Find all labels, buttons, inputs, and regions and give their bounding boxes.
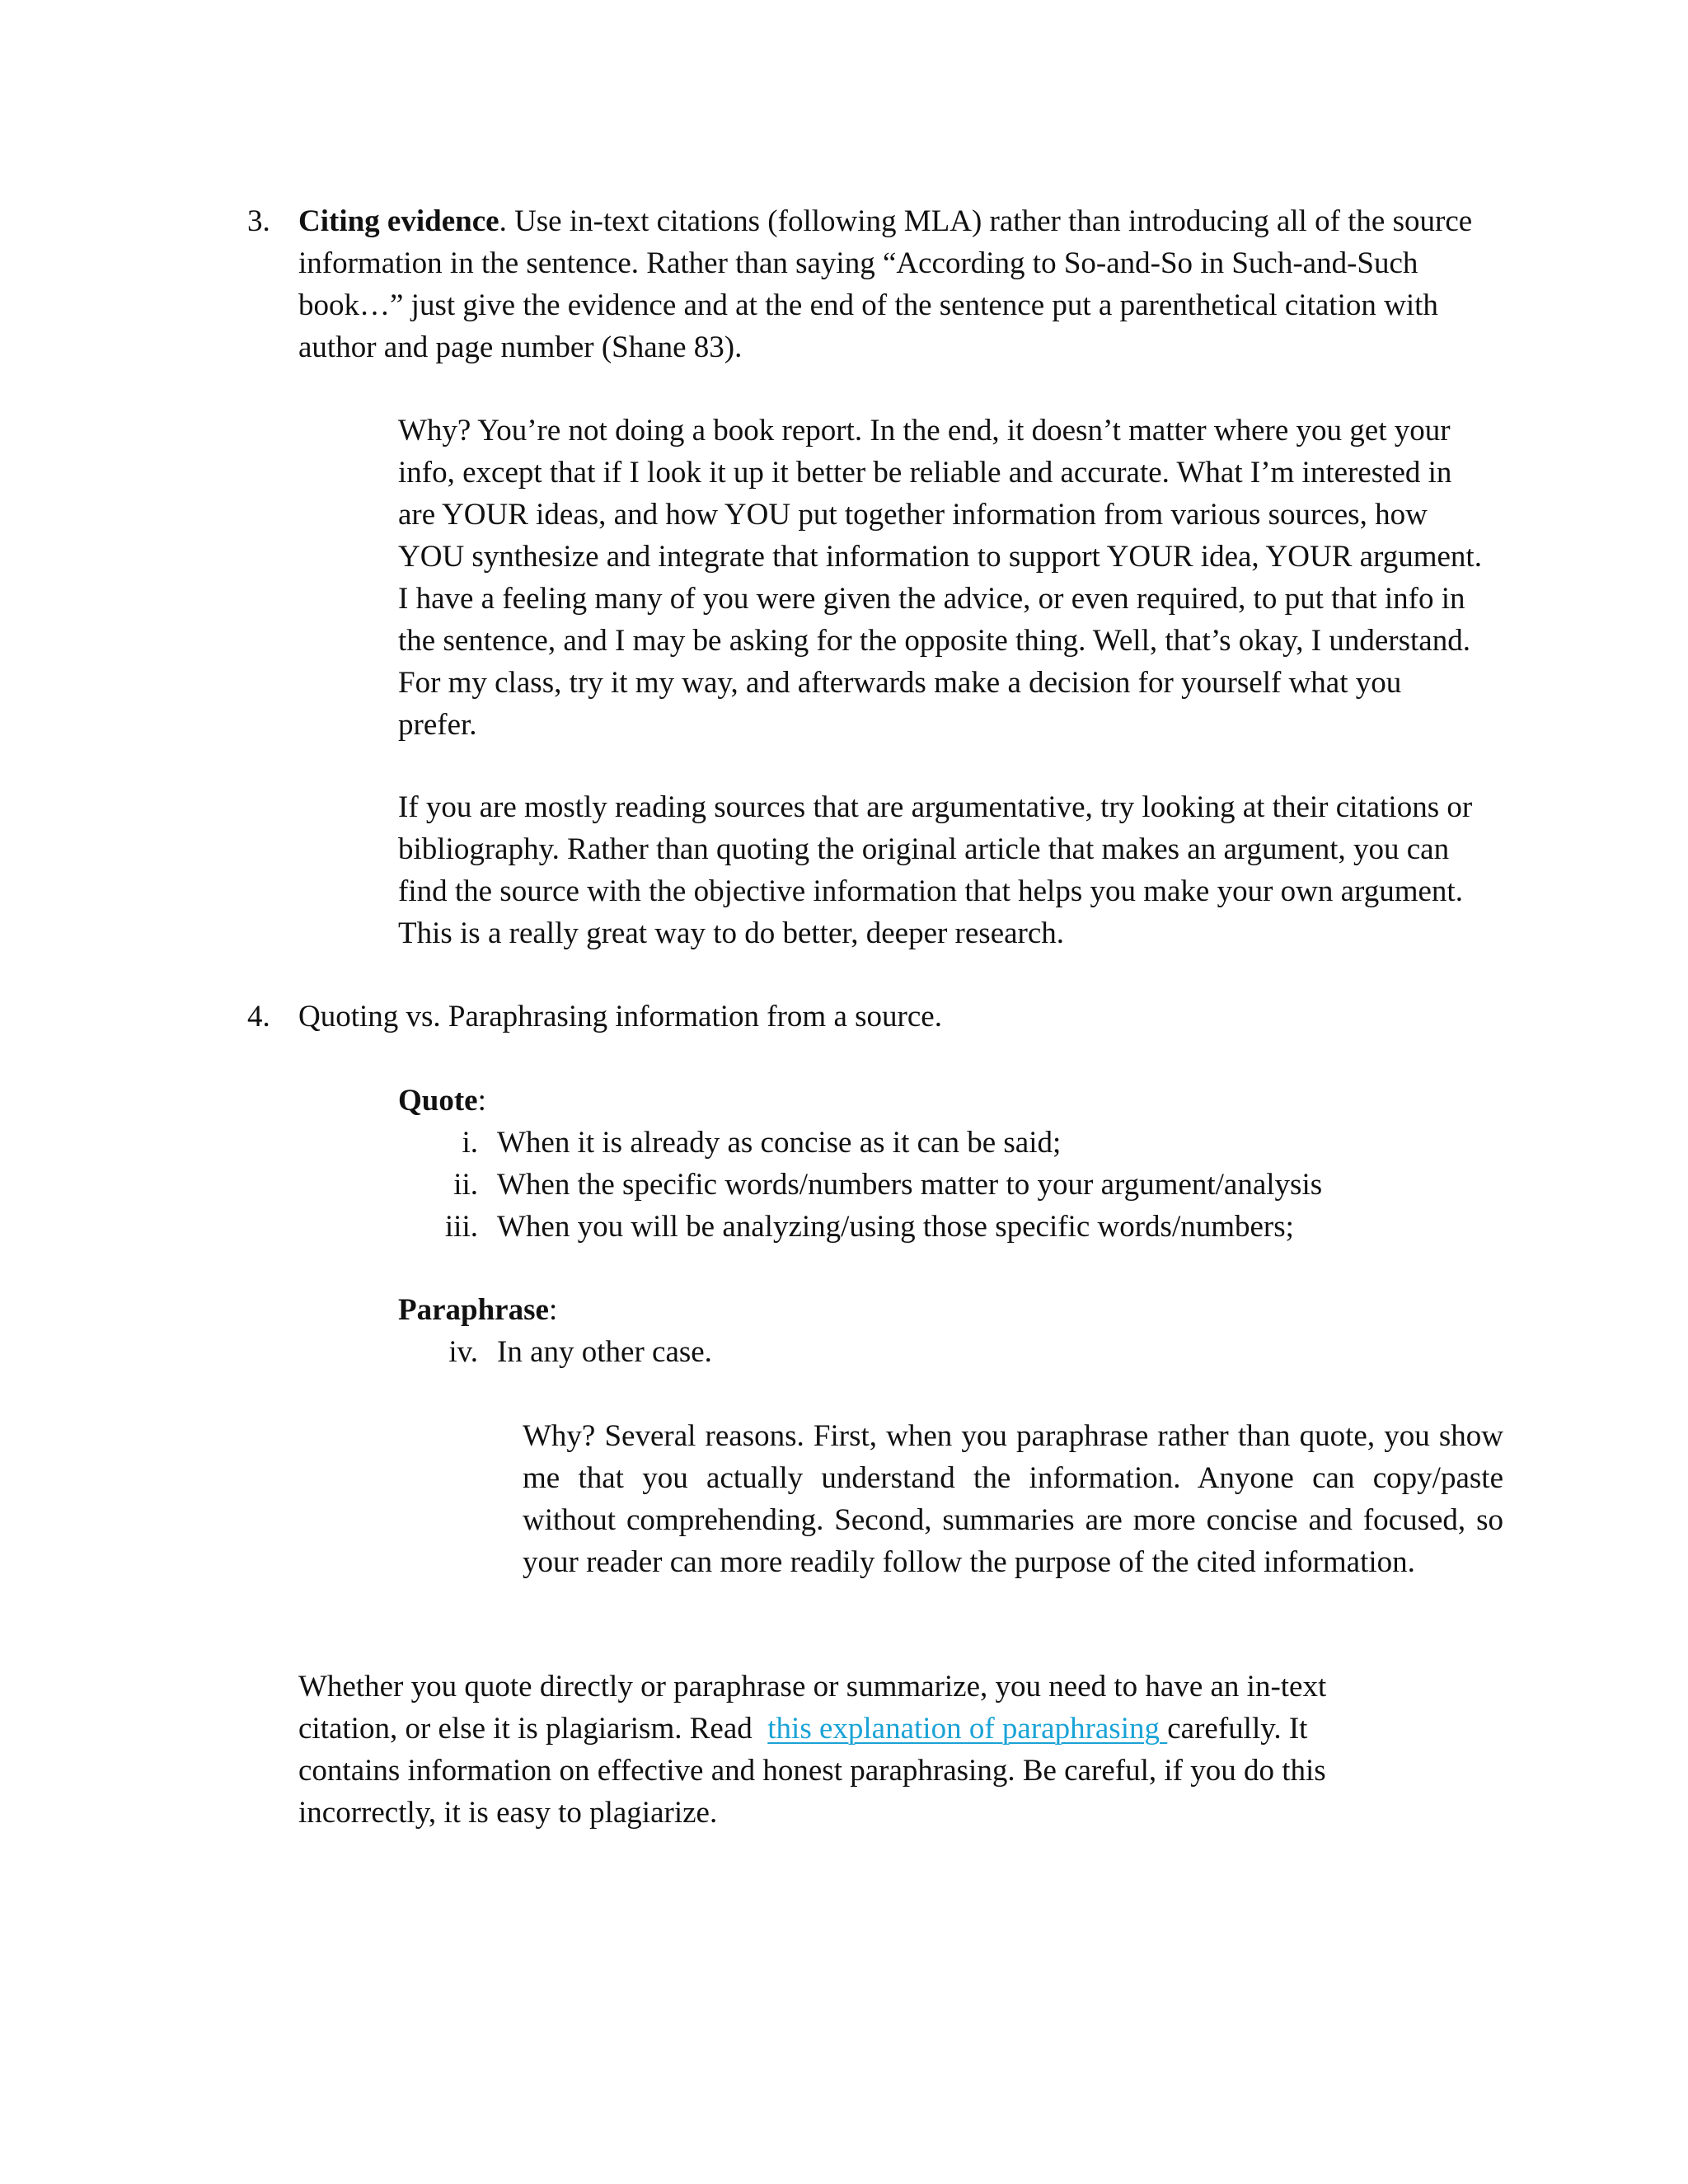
quote-item-text: When you will be analyzing/using those specific words/numbers; xyxy=(497,1210,1294,1244)
item-3-sources-paragraph: If you are mostly reading sources that are argumentative, try looking at their citations or bibliography. Rather than quoting the original article that makes an argument, you can find the source with the objective information that helps you make your own argument. This is a really great way to do better, deeper research. xyxy=(398,790,1473,950)
quote-heading: Quote xyxy=(398,1084,478,1118)
quote-item-numeral: i. xyxy=(462,1126,478,1160)
paraphrase-item-text: In any other case. xyxy=(497,1335,712,1369)
paraphrase-heading: Paraphrase xyxy=(398,1293,549,1327)
closing-line-3: contains information on effective and honest paraphrasing. Be careful, if you do this xyxy=(298,1754,1326,1788)
quote-item-text: When the specific words/numbers matter to your argument/analysis xyxy=(497,1168,1323,1202)
item-3-number: 3. xyxy=(247,204,270,238)
item-4-number: 4. xyxy=(247,1000,270,1033)
item-3-why-paragraph: Why? You’re not doing a book report. In the end, it doesn’t matter where you get your info, except that if I look it up it better be reliable and accurate. What I’m interested in are YOUR ideas, and how YOU put together information from various sources, how YOU synthesize and integrate that information to support YOUR idea, YOUR argument. I have a feeling many of you were given the advice, or even required, to put that info in the sentence, and I may be asking for the opposite thing. Well, that’s okay, I understand. For my class, try it my way, and afterwards make a decision for yourself what you prefer. xyxy=(398,414,1482,742)
item-4-text: Quoting vs. Paraphrasing information from a source. xyxy=(298,1000,942,1033)
item-3-text: . Use in-text citations (following MLA) rather than introducing all of the source information in the sentence. Rather than saying “According to So-and-So in Such-and-Such book…” just give the evidence and at the end of the sentence put a parenthetical citation with author and page number (Shane 83). xyxy=(298,204,1473,364)
item-3-paragraph xyxy=(298,200,1485,368)
item-4-why-paragraph: Why? Several reasons. First, when you paraphrase rather than quote, you show me that you actually understand the information. Anyone can copy/paste without comprehending. Second, summaries are more concise and focused, so your reader can more readily follow the purpose of the cited information. xyxy=(523,1419,1503,1579)
quote-item-numeral: ii. xyxy=(453,1168,478,1202)
quote-item-numeral: iii. xyxy=(444,1210,478,1244)
closing-line-4: incorrectly, it is easy to plagiarize. xyxy=(298,1796,718,1830)
quote-heading-line: Quote: xyxy=(398,1084,486,1118)
closing-line-2: citation, or else it is plagiarism. Read this explanation of paraphrasing carefully. It xyxy=(298,1712,1308,1746)
closing-line-1: Whether you quote directly or paraphrase or summarize, you need to have an in-text xyxy=(298,1670,1327,1704)
quote-item-text: When it is already as concise as it can be said; xyxy=(497,1126,1062,1160)
paraphrasing-explanation-link[interactable]: this explanation of paraphrasing xyxy=(767,1712,1168,1746)
paraphrase-item-numeral: iv. xyxy=(448,1335,478,1369)
paraphrase-heading-line: Paraphrase: xyxy=(398,1293,558,1327)
item-3-heading: Citing evidence xyxy=(298,204,499,238)
